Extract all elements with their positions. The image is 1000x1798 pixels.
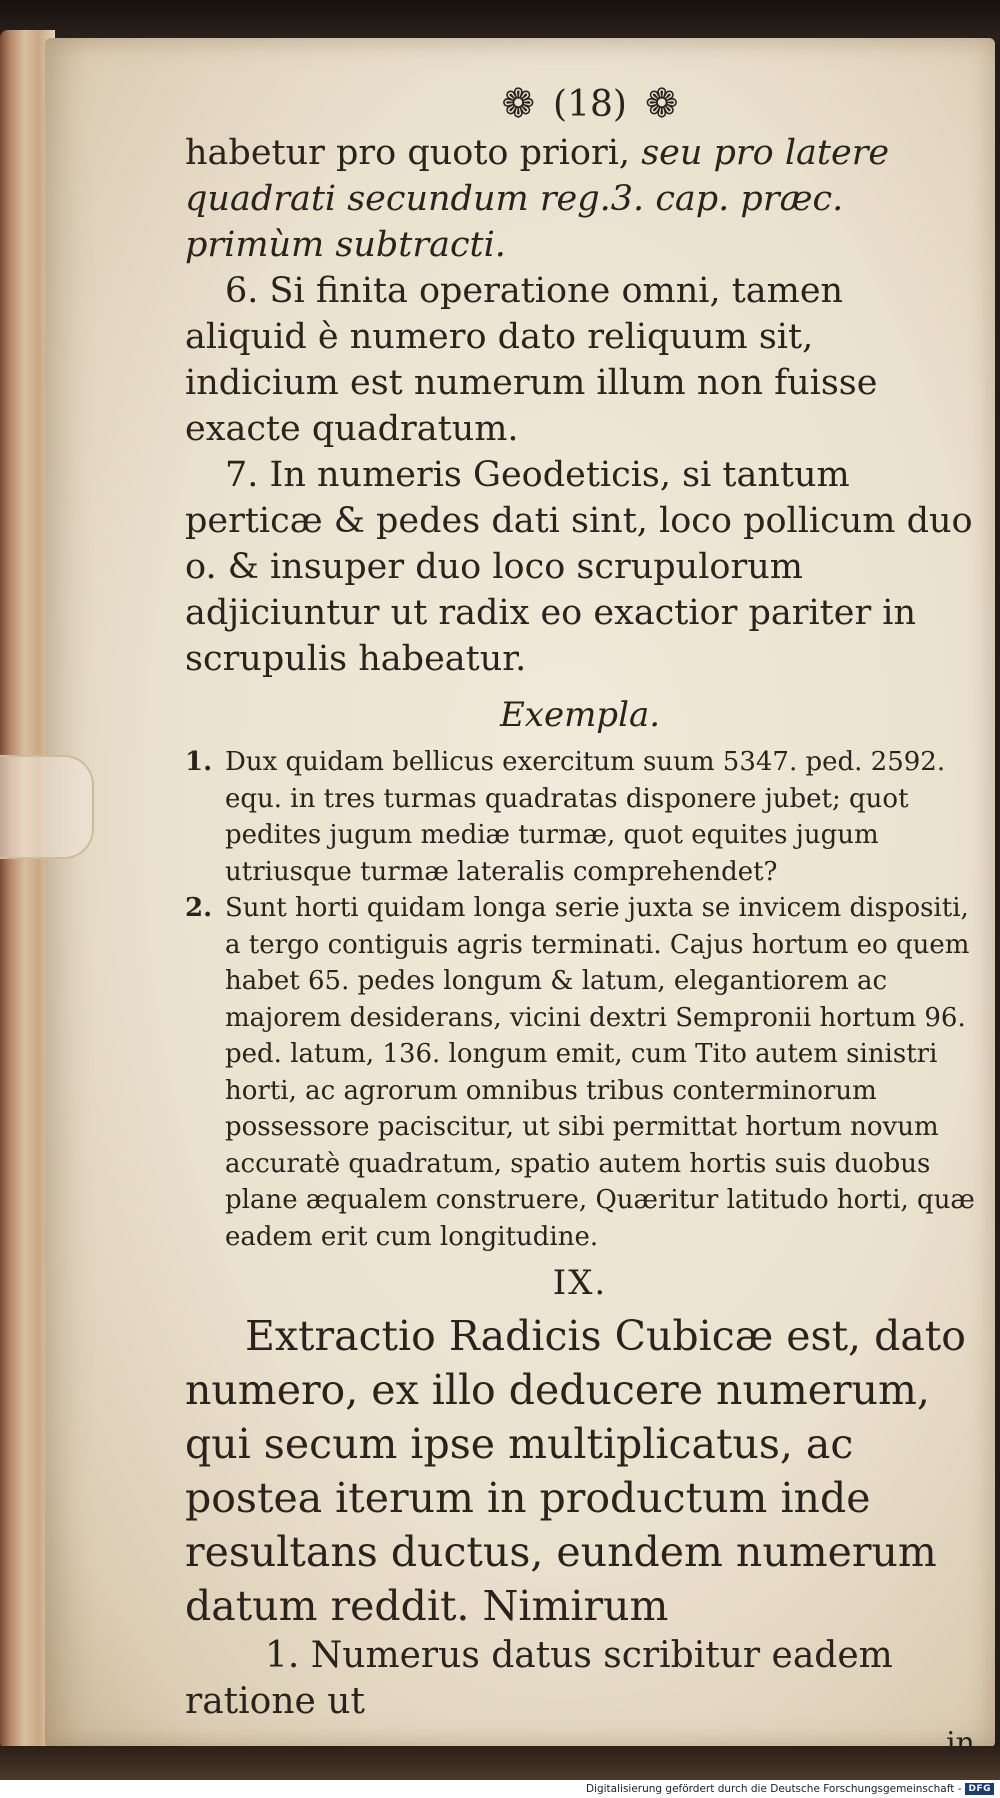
page-text-block	[185, 78, 975, 1763]
footer-credit: Digitalisierung gefördert durch die Deutsche Forschungsgemeinschaft -	[585, 1783, 962, 1795]
example-number: 1.	[185, 747, 213, 777]
examples-heading: Exempla.	[499, 695, 661, 735]
example-text: Sunt horti quidam longa serie juxta se invicem dispositi, a tergo contiguis agris terminati. Cajus hortum eo quem habet 65. pedes longum & latum, elegantiorem ac majorem desiderans, vicini dextri Sempronii hortum 96. ped. latum, 136. longum emit, cum Tito autem sinistri horti, ac agrorum omnibus tribus conterminorum possessore paciscitur, ut sibi permittat hortum novum accuratè quadratum, spatio autem hortis suis duobus plane æqualem construere, Quæritur latitudo horti, quæ eadem erit cum longitudine.	[225, 893, 975, 1252]
cube-root-rule-1: 1. Numerus datus scribitur eadem ratione ut	[185, 1635, 893, 1722]
scan-top-background	[0, 0, 1000, 40]
catchword: in	[946, 1726, 975, 1761]
digitization-footer	[0, 1780, 1000, 1798]
flower-ornament-right-icon: ❁	[644, 81, 679, 127]
page-number: (18)	[553, 83, 627, 125]
example-text: Dux quidam bellicus exercitum suum 5347. ped. 2592. equ. in tres turmas quadratas disponere jubet; quot pedites jugum mediæ turmæ, quot equites jugum utriusque turmæ lateralis comprehendet?	[225, 747, 946, 887]
paragraph-continuation-italic: seu pro latere quadrati secundum reg.3. cap. præc. primùm subtracti.	[185, 133, 890, 265]
example-number: 2.	[185, 893, 213, 923]
page-tab-marker	[0, 755, 94, 859]
flower-ornament-left-icon: ❁	[501, 81, 536, 127]
cube-root-definition: Extractio Radicis Cubicæ est, dato numero, ex illo deducere numerum, qui secum ipse multiplicatus, ac postea iterum in productum inde resultans ductus, eundem numerum datum reddit. Nimirum	[185, 1312, 966, 1630]
paragraph-continuation	[185, 130, 975, 268]
dfg-logo-icon: DFG	[965, 1783, 994, 1795]
page-header	[205, 78, 975, 130]
example-item-1	[185, 744, 975, 890]
section-numeral: IX.	[552, 1263, 608, 1303]
rule-7-paragraph: 7. In numeris Geodeticis, si tantum perticæ & pedes dati sint, loco pollicum duo o. & insuper duo loco scrupulorum adjiciuntur ut radix eo exactior pariter in scrupulis habeatur.	[185, 455, 973, 679]
example-item-2	[185, 890, 975, 1255]
rule-6-paragraph: 6. Si finita operatione omni, tamen aliquid è numero dato reliquum sit, indicium est numerum illum non fuisse exacte quadratum.	[185, 271, 878, 449]
paragraph-continuation-roman: habetur pro quoto priori,	[185, 133, 642, 173]
